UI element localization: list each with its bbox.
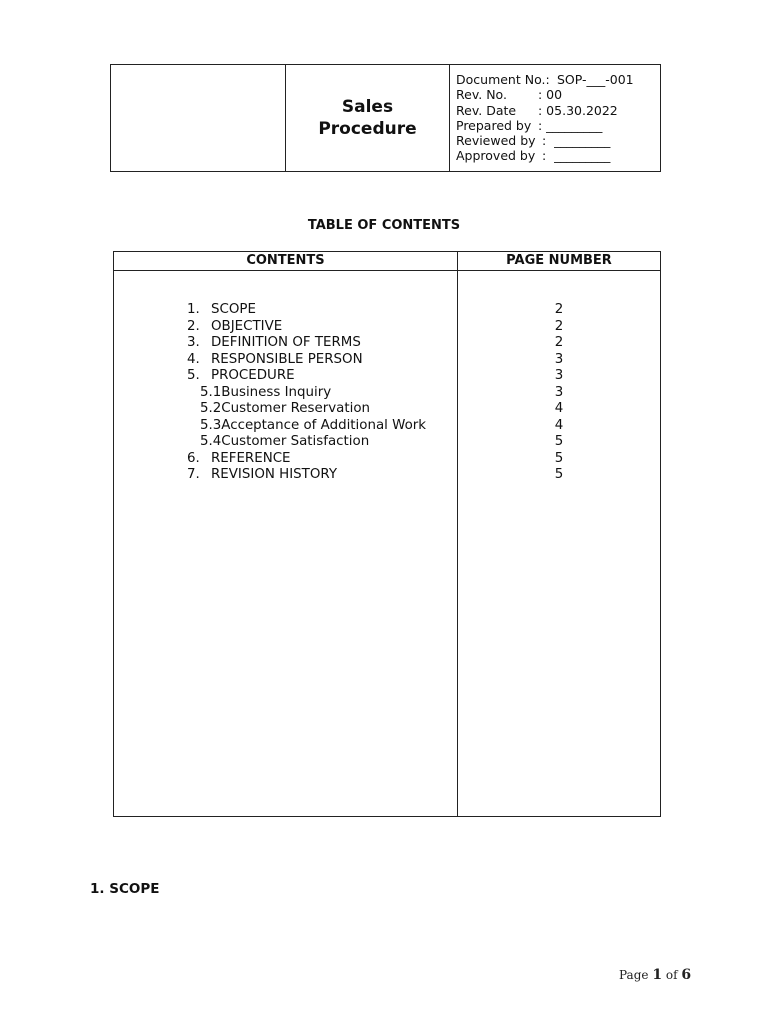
page-footer — [619, 967, 691, 983]
toc-page-number: 2 — [554, 318, 564, 334]
toc-page-cell — [458, 270, 660, 816]
toc-heading: TABLE OF CONTENTS — [307, 218, 461, 233]
toc-page-number: 3 — [554, 384, 564, 400]
toc-entry-label: REVISION HISTORY — [211, 467, 338, 482]
footer-total-pages: 6 — [681, 967, 692, 983]
section-heading-scope: 1. SCOPE — [90, 881, 160, 897]
meta-key: Rev. Date — [456, 102, 517, 118]
meta-key: Prepared by — [456, 117, 532, 133]
toc-subentry — [187, 418, 426, 435]
toc-entry-number: 7. — [187, 467, 200, 482]
toc-entry-label: Business Inquiry — [221, 384, 332, 400]
toc-entry-label: Acceptance of Additional Work — [221, 417, 427, 433]
meta-key: Reviewed by — [456, 133, 536, 149]
toc-page-number: 4 — [554, 401, 564, 416]
meta-row — [456, 133, 660, 148]
toc-entry — [187, 335, 426, 352]
toc-entry — [187, 302, 426, 319]
toc-page-number: 2 — [554, 335, 564, 350]
toc-page-list — [458, 302, 660, 484]
toc-entry-label: SCOPE — [211, 302, 256, 317]
meta-row — [456, 87, 660, 102]
toc-entry-number: 5.4 — [200, 434, 222, 449]
toc-entry-number: 3. — [187, 335, 200, 350]
meta-key: Document No.: — [456, 72, 550, 87]
footer-current-page: 1 — [652, 967, 663, 983]
toc-entry-label: Customer Satisfaction — [221, 434, 370, 449]
toc-table — [113, 251, 661, 817]
meta-value: : _________ — [538, 117, 603, 133]
toc-subentry — [187, 434, 426, 451]
toc-entry-label: OBJECTIVE — [211, 318, 283, 334]
toc-entry-label: REFERENCE — [211, 450, 291, 466]
toc-entry-label: PROCEDURE — [211, 368, 295, 383]
toc-entry-number: 5.2 — [200, 401, 222, 416]
toc-entry-label: DEFINITION OF TERMS — [211, 335, 361, 350]
document-header-table — [110, 64, 661, 172]
title-line-1: Sales — [341, 97, 394, 117]
toc-entry — [187, 467, 426, 484]
toc-body — [114, 270, 660, 816]
meta-value: : 05.30.2022 — [538, 102, 618, 118]
toc-col-contents: CONTENTS — [114, 252, 458, 270]
meta-value: : _________ — [542, 133, 611, 149]
footer-of-word: of — [665, 968, 678, 982]
logo-cell — [111, 65, 286, 171]
toc-contents-cell — [114, 270, 458, 816]
toc-entry-label: RESPONSIBLE PERSON — [211, 351, 363, 367]
toc-entry-number: 2. — [187, 318, 200, 334]
toc-entry — [187, 368, 426, 385]
footer-page-word: Page — [619, 968, 649, 982]
document-title — [286, 65, 450, 171]
toc-subentry — [187, 401, 426, 418]
toc-entry-label: Customer Reservation — [221, 401, 371, 416]
toc-page-number: 4 — [554, 417, 564, 433]
document-meta — [450, 65, 660, 171]
meta-row — [456, 72, 660, 87]
meta-row — [456, 103, 660, 118]
toc-page-number: 5 — [554, 434, 564, 449]
toc-page-number: 3 — [554, 368, 564, 383]
meta-value: : _________ — [542, 148, 611, 164]
title-line-2: Procedure — [318, 119, 417, 139]
toc-header-row — [114, 252, 660, 271]
meta-key: Rev. No. — [456, 87, 507, 103]
meta-row — [456, 118, 660, 133]
toc-entry-number: 4. — [187, 351, 200, 367]
toc-entry — [187, 352, 426, 369]
toc-entry — [187, 451, 426, 468]
toc-page-number: 5 — [554, 450, 564, 466]
meta-key: Approved by — [456, 148, 536, 164]
toc-col-page: PAGE NUMBER — [506, 253, 612, 268]
toc-page-number: 5 — [554, 467, 564, 482]
toc-subentry — [187, 385, 426, 402]
toc-entry-number: 1. — [187, 302, 200, 317]
toc-entry-number: 5.3 — [200, 417, 222, 433]
toc-page-number: 3 — [554, 351, 564, 367]
toc-entry — [187, 319, 426, 336]
toc-entry-list — [187, 302, 426, 484]
toc-page-number: 2 — [554, 302, 564, 317]
meta-value: : 00 — [538, 87, 563, 103]
meta-value: SOP-___-001 — [553, 72, 634, 87]
toc-entry-number: 6. — [187, 450, 200, 466]
toc-entry-number: 5.1 — [200, 384, 222, 400]
meta-row — [456, 148, 660, 163]
toc-entry-number: 5. — [187, 368, 200, 383]
